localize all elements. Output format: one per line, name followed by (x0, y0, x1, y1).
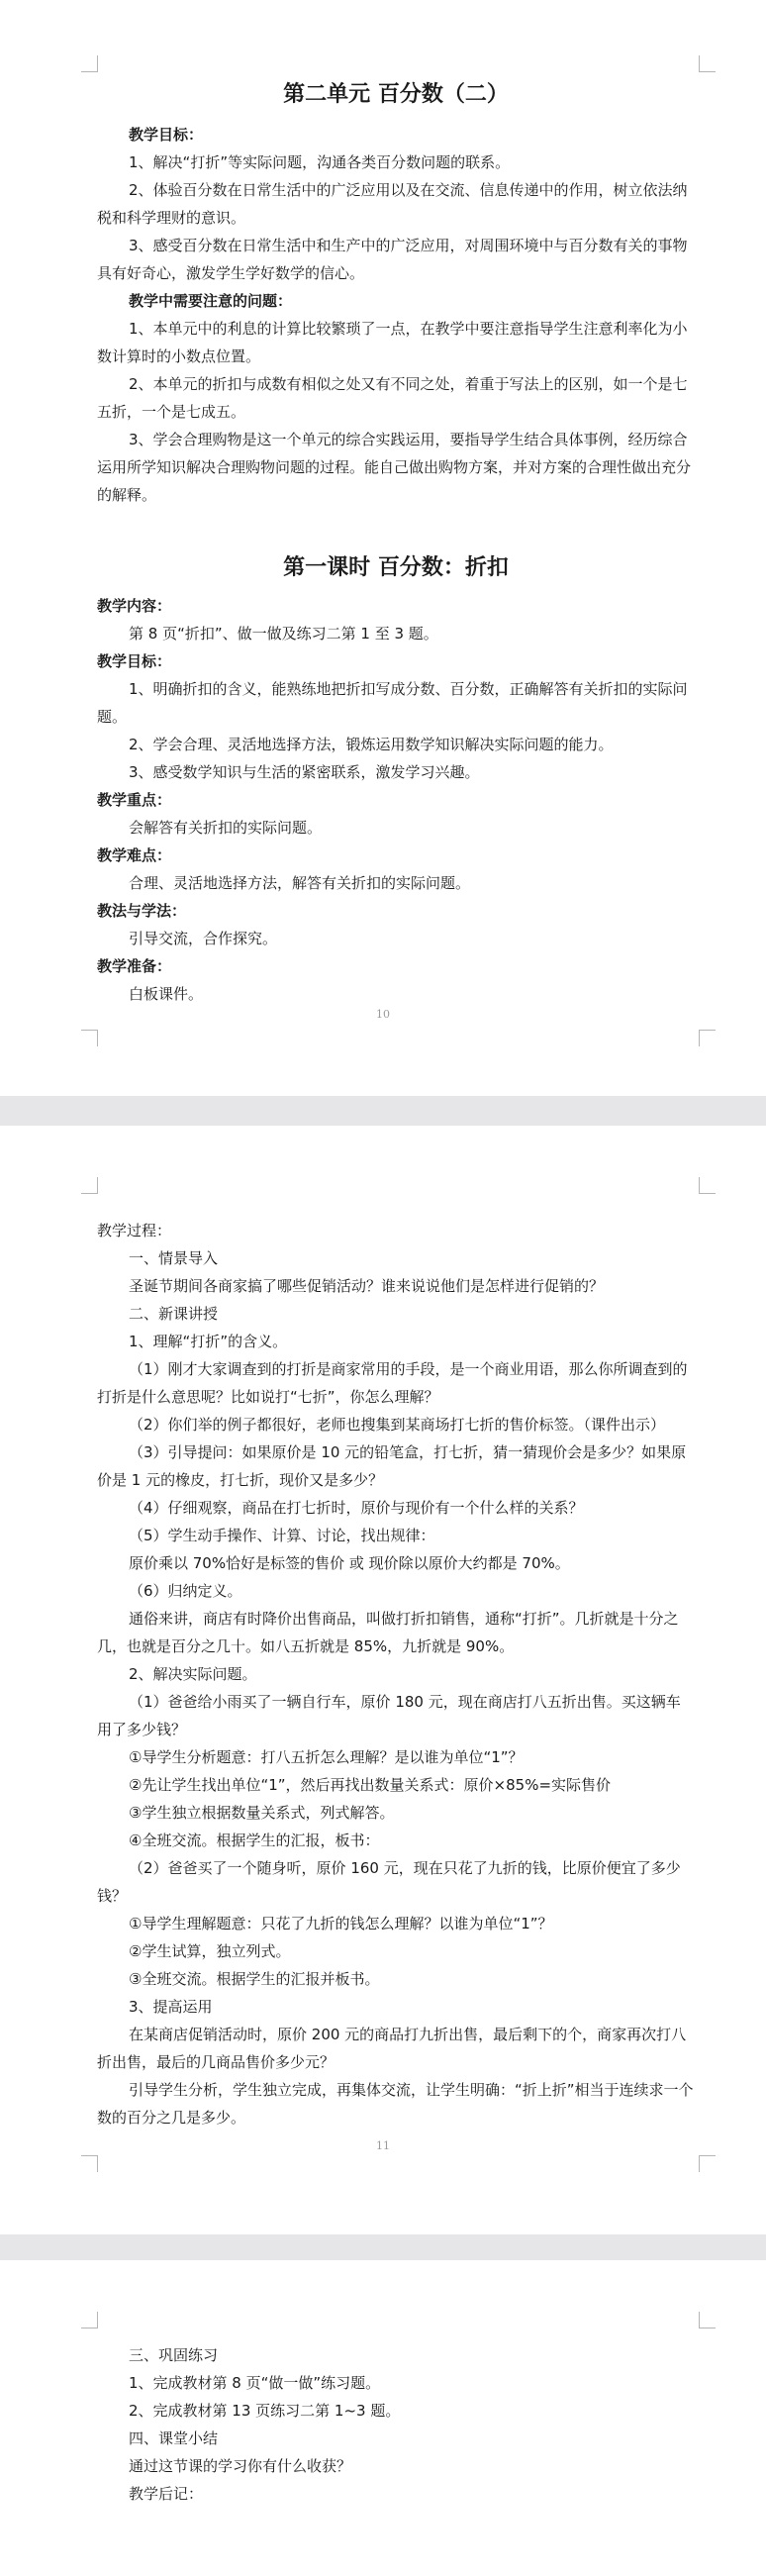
prep-text: 白板课件。 (129, 985, 204, 1003)
issue-item: 3、学会合理购物是这一个单元的综合实践运用，要指导学生结合具体事例，经历综合运用所学知识解决合理购物问题的过程。能自己做出购物方案，并对方案的合理性做出充分的解释。 (97, 431, 692, 504)
issue-item: 2、本单元的折扣与成数有相似之处又有不同之处，着重于写法上的区别，如一个是七五折，一个是七成五。 (97, 375, 688, 421)
paragraph: 2、解决实际问题。 (129, 1665, 257, 1683)
difficulty-text: 合理、灵活地选择方法，解答有关折扣的实际问题。 (129, 874, 471, 892)
paragraph: （3）引导提问：如果原价是 10 元的铅笔盒，打七折，猜一猜现价会是多少？如果原价是 1 元的橡皮，打七折，现价又是多少？ (97, 1443, 687, 1489)
paragraph: （1）刚才大家调查到的打折是商家常用的手段，是一个商业用语，那么你所调查到的打折是什么意思呢？比如说打“七折”，你怎么理解？ (97, 1360, 688, 1406)
paragraph: （5）学生动手操作、计算、讨论，找出规律： (129, 1527, 435, 1544)
content-text: 第 8 页“折扣”、做一做及练习二第 1 至 3 题。 (129, 625, 438, 643)
paragraph: 引导学生分析，学生独立完成，再集体交流，让学生明确：“折上折”相当于连续求一个数的百分之几是多少。 (97, 2081, 694, 2127)
goals-heading: 教学目标： (129, 126, 204, 144)
method-heading: 教法与学法： (97, 902, 187, 920)
paragraph: 3、提高运用 (129, 1998, 213, 2016)
paragraph: 原价乘以 70%恰好是标签的售价 或 现价除以原价大约都是 70%。 (129, 1554, 570, 1572)
paragraph: （1）爸爸给小雨买了一辆自行车，原价 180 元，现在商店打八五折出售。买这辆车用了多少钱？ (97, 1693, 681, 1738)
crop-mark (81, 2312, 98, 2328)
lesson-goals-heading: 教学目标： (97, 652, 172, 670)
page-1-content (97, 79, 695, 1008)
lesson-title: 第一课时 百分数：折扣 (283, 555, 509, 580)
paragraph: ③学生独立根据数量关系式，列式解答。 (129, 1804, 395, 1822)
unit-title: 第二单元 百分数（二） (283, 82, 509, 107)
section-heading: 三、巩固练习 (129, 2346, 219, 2364)
crop-mark (699, 1177, 716, 1194)
lesson-goal-item: 3、感受数学知识与生活的紧密联系，激发学习兴趣。 (129, 763, 480, 781)
prep-heading: 教学准备： (97, 957, 172, 975)
crop-mark (81, 1030, 98, 1046)
goal-item: 3、感受百分数在日常生活中和生产中的广泛应用，对周围环境中与百分数有关的事物具有好奇心，激发学生学好数学的信心。 (97, 237, 688, 282)
paragraph: 通俗来讲，商店有时降价出售商品，叫做打折扣销售，通称“打折”。几折就是十分之几，也就是百分之几十。如八五折就是 85%，九折就是 90%。 (97, 1610, 679, 1655)
goal-item: 1、解决“打折”等实际问题，沟通各类百分数问题的联系。 (129, 153, 511, 171)
crop-mark (81, 55, 98, 72)
goal-item: 2、体验百分数在日常生活中的广泛应用以及在交流、信息传递中的作用，树立依法纳税和科学理财的意识。 (97, 181, 688, 227)
section-heading: 一、情景导入 (129, 1249, 219, 1267)
issue-item: 1、本单元中的利息的计算比较繁琐了一点，在教学中要注意指导学生注意利率化为小数计算时的小数点位置。 (97, 320, 688, 365)
crop-mark (81, 1177, 98, 1194)
paragraph: （2）你们举的例子都很好，老师也搜集到某商场打七折的售价标签。（课件出示） (129, 1416, 666, 1434)
paragraph: 教学后记： (129, 2485, 204, 2503)
paragraph: ②先让学生找出单位“1”，然后再找出数量关系式：原价×85%=实际售价 (129, 1776, 612, 1794)
paragraph: ④全班交流。根据学生的汇报，板书： (129, 1832, 380, 1849)
paragraph: 圣诞节期间各商家搞了哪些促销活动？谁来说说他们是怎样进行促销的？ (129, 1277, 605, 1295)
paragraph: 1、理解“打折”的含义。 (129, 1333, 288, 1350)
document-page-1 (0, 0, 766, 1096)
crop-mark (699, 2312, 716, 2328)
key-heading: 教学重点： (97, 791, 172, 809)
content-heading: 教学内容： (97, 597, 172, 615)
method-text: 引导交流，合作探究。 (129, 930, 278, 947)
page-3-content (97, 2341, 695, 2508)
lesson-goal-item: 2、学会合理、灵活地选择方法，锻炼运用数学知识解决实际问题的能力。 (129, 736, 614, 753)
page-number: 11 (376, 2139, 390, 2152)
paragraph: ②学生试算，独立列式。 (129, 1942, 291, 1960)
paragraph: （6）归纳定义。 (129, 1582, 242, 1600)
crop-mark (81, 2155, 98, 2172)
key-text: 会解答有关折扣的实际问题。 (129, 819, 323, 837)
paragraph: ③全班交流。根据学生的汇报并板书。 (129, 1970, 380, 1988)
paragraph: ①导学生理解题意：只花了九折的钱怎么理解？以谁为单位“1”？ (129, 1915, 553, 1932)
section-heading: 四、课堂小结 (129, 2429, 219, 2447)
paragraph: 1、完成教材第 8 页“做一做”练习题。 (129, 2374, 381, 2392)
section-heading: 二、新课讲授 (129, 1305, 219, 1323)
issues-heading: 教学中需要注意的问题： (129, 292, 293, 310)
crop-mark (699, 55, 716, 72)
paragraph: ①导学生分析题意：打八五折怎么理解？是以谁为单位“1”？ (129, 1748, 524, 1766)
document-page-3 (0, 2260, 766, 2576)
paragraph: （4）仔细观察，商品在打七折时，原价与现价有一个什么样的关系？ (129, 1499, 584, 1517)
difficulty-heading: 教学难点： (97, 846, 172, 864)
paragraph: 通过这节课的学习你有什么收获？ (129, 2457, 352, 2475)
document-page-2 (0, 1126, 766, 2234)
paragraph: 2、完成教材第 13 页练习二第 1~3 题。 (129, 2402, 401, 2420)
lesson-goal-item: 1、明确折扣的含义，能熟练地把折扣写成分数、百分数，正确解答有关折扣的实际问题。 (97, 680, 688, 726)
paragraph: （2）爸爸买了一个随身听，原价 160 元，现在只花了九折的钱，比原价便宜了多少钱？ (97, 1859, 681, 1905)
page-number: 10 (376, 1008, 390, 1021)
paragraph: 在某商店促销活动时，原价 200 元的商品打九折出售，最后剩下的个，商家再次打八折出售，最后的几商品售价多少元？ (97, 2026, 687, 2071)
crop-mark (699, 1030, 716, 1046)
page-2-content (97, 1217, 695, 2131)
crop-mark (699, 2155, 716, 2172)
process-heading: 教学过程： (97, 1222, 172, 1239)
